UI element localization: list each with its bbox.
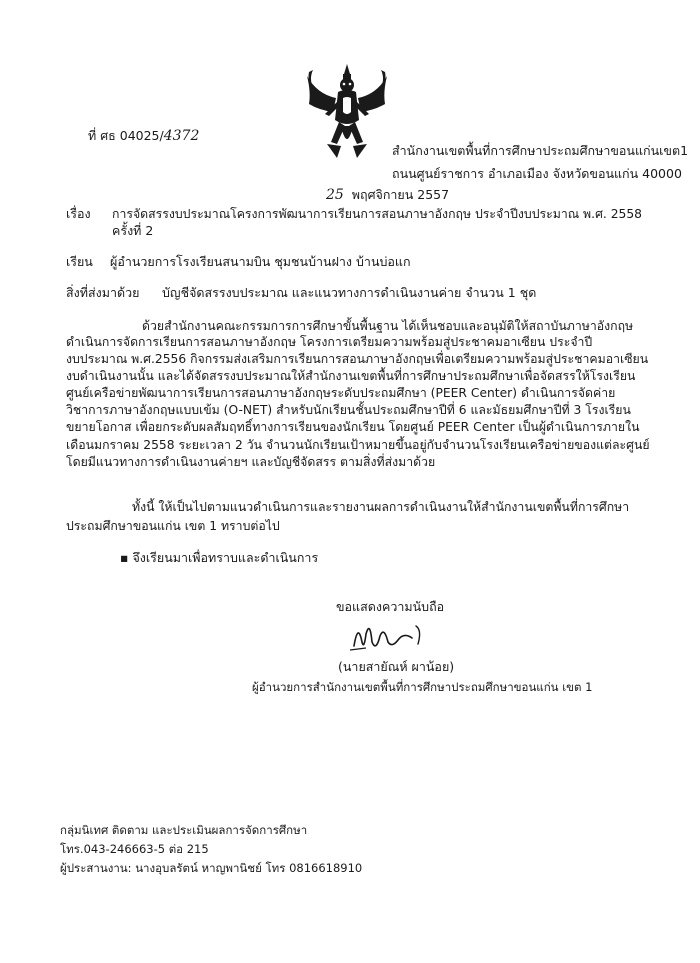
body-line-6: วิชาการภาษาอังกฤษแบบเข้ม (O-NET) สำหรับนักเรียนชั้นประถมศึกษาปีที่ 6 และมัธยมศึกษาปีที่ 3 โรงเรียน — [66, 403, 631, 417]
subject-label: เรื่อง — [66, 206, 91, 221]
reference-number — [88, 128, 199, 144]
body-line-4: งบดำเนินงานนั้น และได้จัดสรรงบประมาณให้สำนักงานเขตพื้นที่การศึกษาประถมศึกษาเพื่อจัดสรรให้โรงเรียน — [66, 369, 636, 383]
office-name: สำนักงานเขตพื้นที่การศึกษาประถมศึกษาขอนแก่นเขต1 — [392, 143, 689, 158]
body-line-8: เดือนมกราคม 2558 ระยะเวลา 2 วัน จำนวนนักเรียนเป้าหมายขึ้นอยู่กับจำนวนโรงเรียนเครือข่ายของแต่ละศูนย์ — [66, 438, 650, 452]
signer-name: (นายสายัณห์ ผาน้อย) — [338, 659, 455, 674]
footer-coordinator: ผู้ประสานงาน: นางอุบลรัตน์ หาญพานิชย์ โทร 0816618910 — [60, 861, 363, 875]
date-month-year: พฤศจิกายน 2557 — [351, 187, 450, 202]
date-day-handwritten: 25 — [326, 187, 344, 203]
subject-line-1: การจัดสรรงบประมาณโครงการพัฒนาการเรียนการสอนภาษาอังกฤษ ประจำปีงบประมาณ พ.ศ. 2558 — [112, 207, 642, 221]
footer-department: กลุ่มนิเทศ ติดตาม และประเมินผลการจัดการศึกษา — [60, 823, 308, 837]
closing-request — [120, 550, 318, 566]
body-line-7: ขยายโอกาส เพื่อยกระดับผลสัมฤทธิ์ทางการเรียนของนักเรียน โดยศูนย์ PEER Center เป็นผู้ดำเนินการภายใน — [66, 420, 640, 434]
handwritten-signature — [346, 612, 436, 656]
footer-phone: โทร.043-246663-5 ต่อ 215 — [60, 842, 209, 856]
body-line-1: ด้วยสำนักงานคณะกรรมการการศึกษาขั้นพื้นฐาน ได้เห็นชอบและอนุมัติให้สถาบันภาษาอังกฤษ — [142, 319, 634, 333]
reference-handwritten-number: 4372 — [163, 128, 200, 144]
office-address: ถนนศูนย์ราชการ อำเภอเมือง จังหวัดขอนแก่น 40000 — [392, 166, 682, 181]
body-line-3: งบประมาณ พ.ศ.2556 กิจกรรมส่งเสริมการเรียนการสอนภาษาอังกฤษเพื่อเตรียมความพร้อมสู่ประชาคมอาเซียน — [66, 352, 649, 366]
reference-prefix: ที่ ศธ 04025/ — [88, 128, 164, 143]
salutation: ขอแสดงความนับถือ — [336, 599, 445, 614]
recipient: ผู้อำนวยการโรงเรียนสนามบิน ชุมชนบ้านฝาง บ้านบ่อแก — [110, 254, 411, 269]
enclosure-text: บัญชีจัดสรรงบประมาณ และแนวทางการดำเนินงานค่าย จำนวน 1 ชุด — [162, 285, 537, 300]
closing-request-text: จึงเรียนมาเพื่อทราบและดำเนินการ — [132, 550, 319, 565]
paragraph2-line-2: ประถมศึกษาขอนแก่น เขต 1 ทราบต่อไป — [66, 519, 280, 533]
signer-title: ผู้อำนวยการสำนักงานเขตพื้นที่การศึกษาประถมศึกษาขอนแก่น เขต 1 — [252, 680, 593, 694]
recipient-label: เรียน — [66, 254, 93, 269]
bullet-mark: ▪ — [120, 550, 133, 565]
enclosure-label: สิ่งที่ส่งมาด้วย — [66, 285, 140, 300]
garuda-emblem-icon — [303, 62, 391, 160]
body-line-9: โดยมีแนวทางการดำเนินงานค่ายฯ และบัญชีจัดสรร ตามสิ่งที่ส่งมาด้วย — [66, 455, 436, 469]
body-line-5: ศูนย์เครือข่ายพัฒนาการเรียนการสอนภาษาอังกฤษระดับประถมศึกษา (PEER Center) ดำเนินการจัดค่าย — [66, 386, 616, 400]
letter-date — [326, 187, 449, 203]
body-line-2: ดำเนินการจัดการเรียนการสอนภาษาอังกฤษ โครงการเตรียมความพร้อมสู่ประชาคมอาเซียน ประจำปี — [66, 335, 593, 349]
paragraph2-line-1: ทั้งนี้ ให้เป็นไปตามแนวดำเนินการและรายงานผลการดำเนินงานให้สำนักงานเขตพื้นที่การศึกษา — [132, 500, 630, 514]
subject-line-2: ครั้งที่ 2 — [112, 223, 154, 238]
